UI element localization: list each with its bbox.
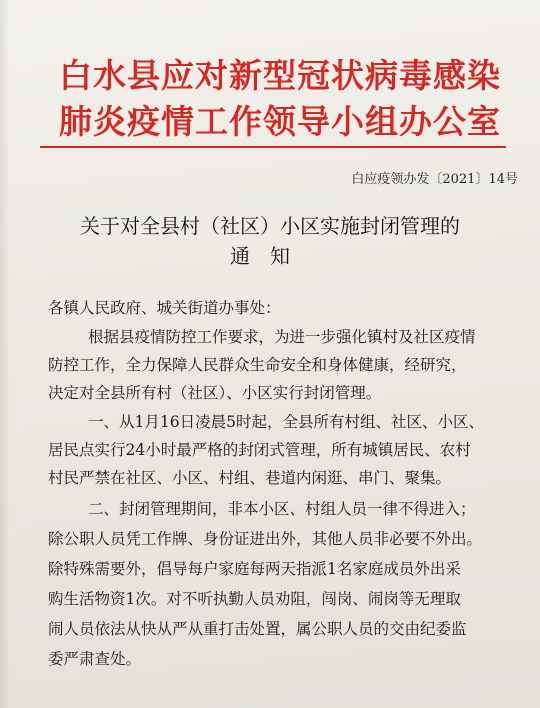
- paragraph-1-line-2: 防控工作，全力保障人民群众生命安全和身体健康，经研究，: [48, 356, 467, 374]
- paragraph-1-line-1: 根据县疫情防控工作要求，为进一步强化镇村及社区疫情: [88, 328, 476, 346]
- document-number: 白应疫领办发〔2021〕14号: [351, 172, 518, 187]
- paragraph-3-line-2: 除公职人员凭工作牌、身份证进出外，其他人员非必要不外出。: [48, 530, 483, 548]
- paragraph-3-line-6: 委严肃查处。: [48, 650, 142, 668]
- page-shadow: [0, 0, 10, 708]
- paragraph-2-line-3: 村民严禁在社区、小区、村组、巷道内闲逛、串门、聚集。: [48, 469, 452, 487]
- paragraph-3-line-4: 购生活物资1次。对不听执勤人员劝阻，闯岗、闹岗等无理取: [48, 590, 461, 608]
- salutation: 各镇人民政府、城关街道办事处：: [48, 299, 281, 317]
- paragraph-1-line-3: 决定对全县所有村（社区）、小区实行封闭管理。: [48, 384, 382, 402]
- notice-title-line-1: 关于对全县村（社区）小区实施封闭管理的: [80, 214, 460, 238]
- red-header-rule: [40, 146, 506, 148]
- paragraph-3-line-3: 除特殊需要外，倡导每户家庭每两天指派1名家庭成员外出采: [48, 560, 461, 578]
- paragraph-2-line-1: 一、从1月16日凌晨5时起，全县所有村组、社区、小区、: [88, 413, 484, 431]
- paragraph-3-line-5: 闹人员依法从快从严从重打击处置，属公职人员的交由纪委监: [48, 620, 467, 638]
- paragraph-2-line-2: 居民点实行24小时最严格的封闭式管理，所有城镇居民、农村: [48, 441, 471, 459]
- issuing-office-line-2: 肺炎疫情工作领导小组办公室: [59, 102, 501, 141]
- issuing-office-line-1: 白水县应对新型冠状病毒感染: [59, 56, 501, 95]
- notice-title-line-2: 通知: [230, 244, 310, 268]
- paragraph-3-line-1: 二、封闭管理期间，非本小区、村组人员一律不得进入；: [88, 500, 476, 518]
